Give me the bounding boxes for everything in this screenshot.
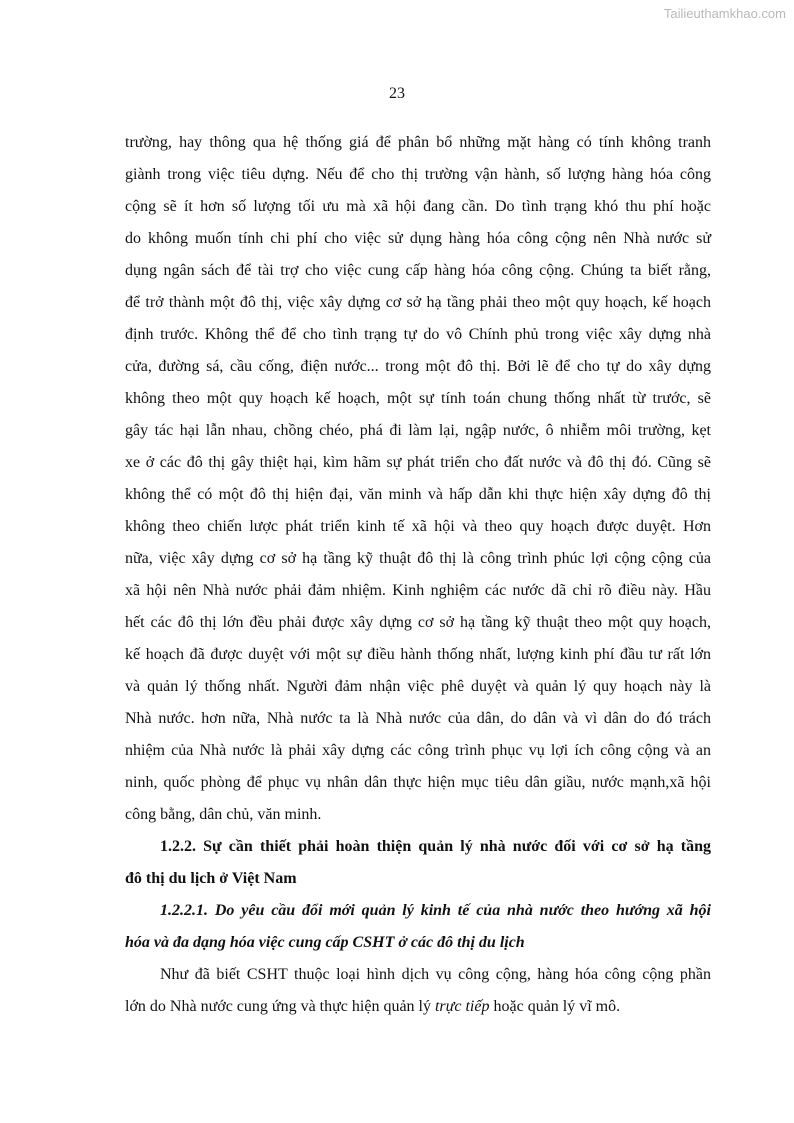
section-heading xyxy=(125,831,711,895)
text-line: Nhà nước. hơn nữa, Nhà nước ta là Nhà nước của dân, do dân và vì dân do đó trách xyxy=(125,710,711,727)
text-line: cộng sẽ ít hơn số lượng tối ưu mà xã hội đang cần. Do tình trạng khó thu phí hoặc xyxy=(125,198,711,215)
text-line: để trở thành một đô thị, việc xây dựng cơ sở hạ tầng phải theo một quy hoạch, kế hoạch xyxy=(125,294,711,311)
heading-line: 1.2.2. Sự cần thiết phải hoàn thiện quản lý nhà nước đối với cơ sở hạ tầng xyxy=(160,838,711,855)
body-paragraph xyxy=(125,959,711,1023)
text-fragment: lớn do Nhà nước cung ứng và thực hiện quản lý xyxy=(125,998,435,1015)
text-line: Như đã biết CSHT thuộc loại hình dịch vụ công cộng, hàng hóa công cộng phần xyxy=(160,966,711,983)
text-line: giành trong việc tiêu dựng. Nếu để cho thị trường vận hành, số lượng hàng hóa công xyxy=(125,166,711,183)
document-body xyxy=(125,127,711,1023)
text-line: hết các đô thị lớn đều phải được xây dựng cơ sở hạ tầng kỹ thuật theo một quy hoạch, xyxy=(125,614,711,631)
text-line: trường, hay thông qua hệ thống giá để phân bổ những mặt hàng có tính không tranh xyxy=(125,134,711,151)
text-line: không thể có một đô thị hiện đại, văn minh và hấp dẫn khi thực hiện xây dựng đô thị xyxy=(125,486,711,503)
page-number: 23 xyxy=(389,85,405,102)
text-line: kế hoạch đã được duyệt với một sự điều hành thống nhất, lượng kinh phí đầu tư rất lớn xyxy=(125,646,711,663)
text-line: không theo chiến lược phát triển kinh tế xã hội và theo quy hoạch được duyệt. Hơn xyxy=(125,518,711,535)
text-line: nhiệm của Nhà nước là phải xây dựng các công trình phục vụ lợi ích công cộng và an xyxy=(125,742,711,759)
text-line: nữa, việc xây dựng cơ sở hạ tầng kỹ thuật đô thị là công trình phúc lợi cộng cộng của xyxy=(125,550,711,567)
text-line: định trước. Không thể để cho tình trạng tự do vô Chính phủ trong việc xây dựng nhà xyxy=(125,326,711,343)
text-line: xã hội nên Nhà nước phải đảm nhiệm. Kinh nghiệm các nước dã chỉ rõ điều này. Hầu xyxy=(125,582,711,599)
text-line: xe ở các đô thị gây thiệt hại, kìm hãm sự phát triển cho đất nước và đô thị đó. Cũng sẽ xyxy=(125,454,711,471)
text-line: không theo một quy hoạch kế hoạch, một sự tính toán chung thống nhất từ trước, sẽ xyxy=(125,390,711,407)
text-fragment: hoặc quản lý vĩ mô. xyxy=(489,998,621,1015)
watermark: Tailieuthamkhao.com xyxy=(663,6,786,21)
text-line xyxy=(125,991,711,1023)
text-line: do không muốn tính chi phí cho việc sử dụng hàng hóa công cộng nên Nhà nước sử xyxy=(125,230,711,247)
body-paragraph xyxy=(125,127,711,831)
heading-line: 1.2.2.1. Do yêu cầu đổi mới quản lý kinh tế của nhà nước theo hướng xã hội xyxy=(160,902,711,919)
text-line: và quản lý thống nhất. Người đảm nhận việc phê duyệt và quản lý quy hoạch này là xyxy=(125,678,711,695)
text-line: công bằng, dân chủ, văn minh. xyxy=(125,806,322,823)
text-line: dụng ngân sách để tài trợ cho việc cung cấp hàng hóa công cộng. Chúng ta biết rằng, xyxy=(125,262,711,279)
subsection-heading xyxy=(125,895,711,959)
text-line: cửa, đường sá, cầu cống, điện nước... trong một đô thị. Bởi lẽ để cho tự do xây dựng xyxy=(125,358,711,375)
heading-line: đô thị du lịch ở Việt Nam xyxy=(125,870,297,887)
italic-term: trực tiếp xyxy=(434,998,490,1015)
text-line: ninh, quốc phòng để phục vụ nhân dân thực hiện mục tiêu dân giầu, nước mạnh,xã hội xyxy=(125,774,711,791)
heading-line: hóa và đa dạng hóa việc cung cấp CSHT ở các đô thị du lịch xyxy=(125,934,525,951)
text-line: gây tác hại lẫn nhau, chồng chéo, phá đi làm lại, ngập nước, ô nhiễm môi trường, kẹt xyxy=(125,422,711,439)
